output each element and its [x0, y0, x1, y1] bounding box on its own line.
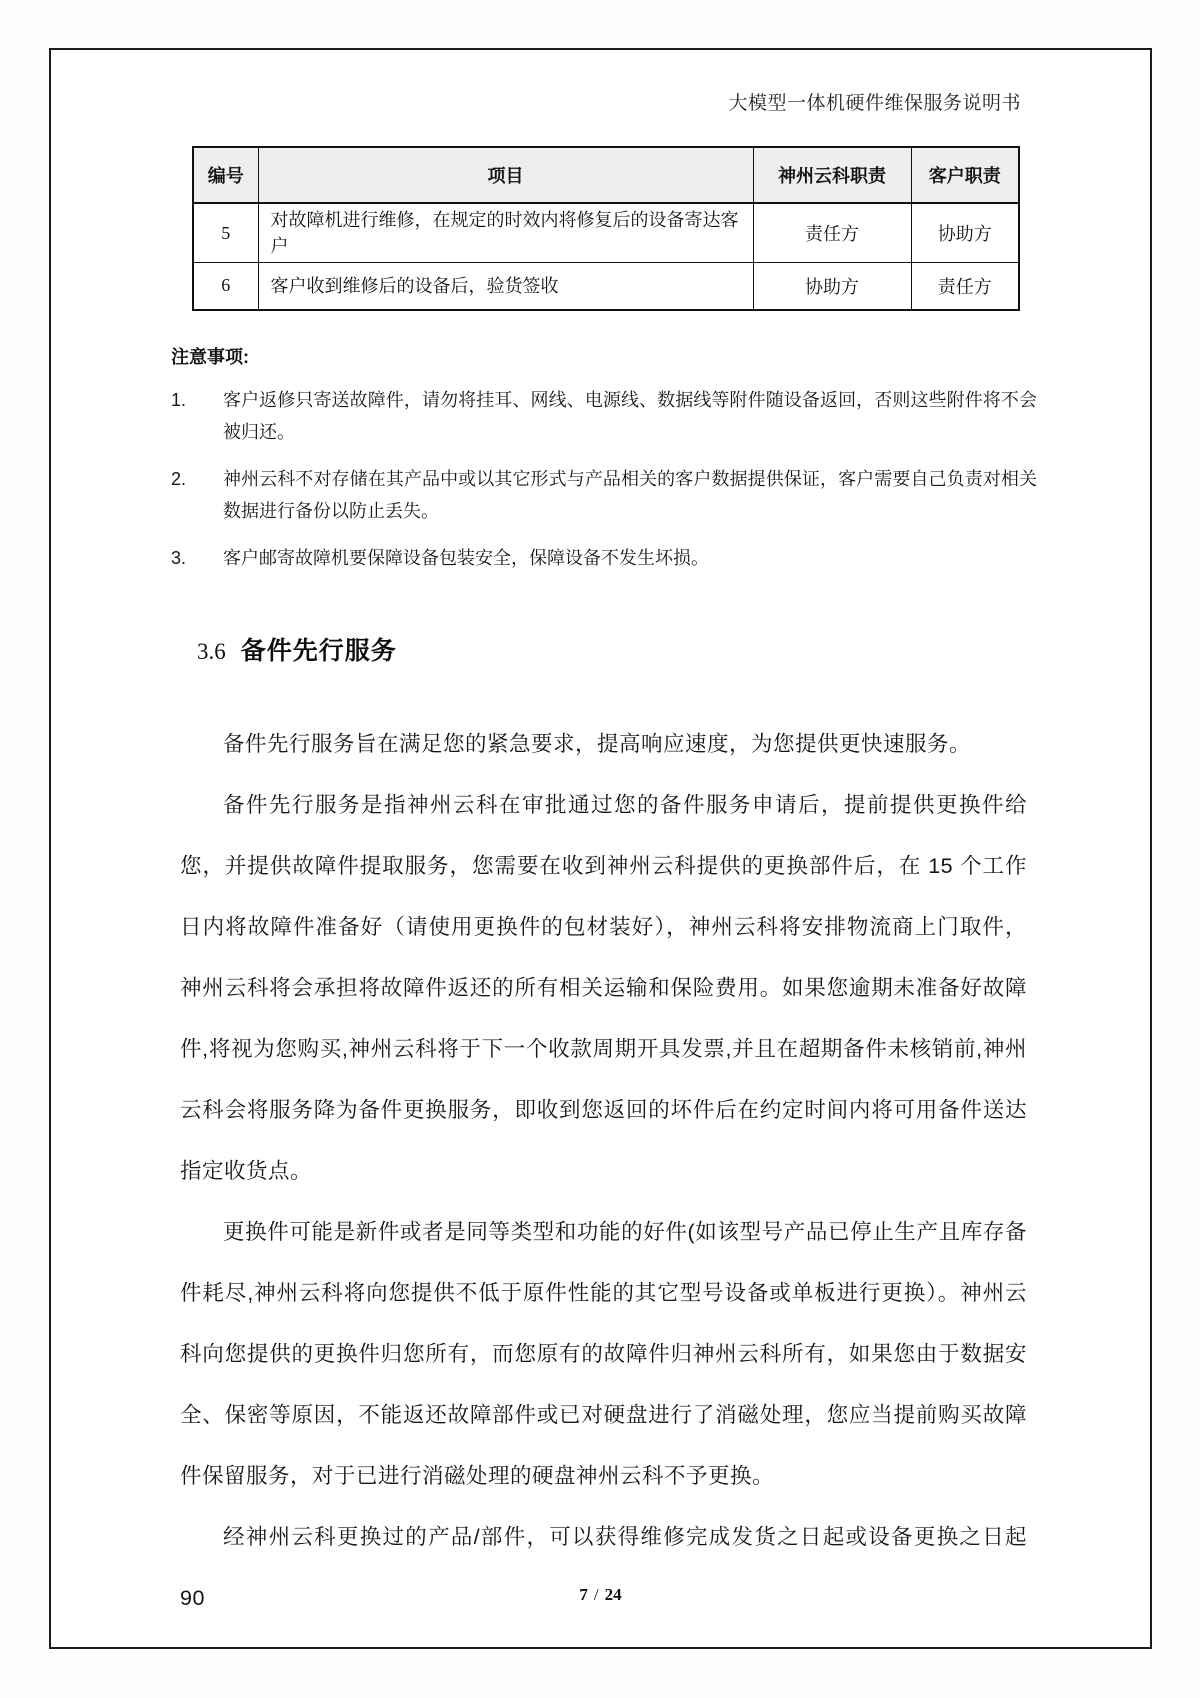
responsibility-table: [192, 146, 1020, 311]
note-number: 2.: [171, 469, 187, 489]
cell-row-number: 5: [193, 203, 258, 263]
total-pages: 24: [604, 1585, 622, 1604]
cell-vendor-role: 协助方: [753, 263, 911, 310]
table-header-row: [193, 147, 1019, 203]
table-row: [193, 203, 1019, 263]
document-header-title: 大模型一体机硬件维保服务说明书: [728, 93, 1021, 114]
column-header-vendor-role: 神州云科职责: [753, 147, 911, 203]
list-item: [171, 542, 1037, 574]
notes-section: [171, 343, 1037, 574]
section-title: 备件先行服务: [240, 637, 397, 665]
column-header-customer-role: 客户职责: [911, 147, 1019, 203]
cell-item: 客户收到维修后的设备后，验货签收: [258, 263, 753, 310]
notes-title: 注意事项:: [171, 347, 249, 367]
cell-item: 对故障机进行维修，在规定的时效内将修复后的设备寄达客户: [258, 203, 753, 263]
column-header-item: 项目: [258, 147, 753, 203]
cell-customer-role: 责任方: [911, 263, 1019, 310]
note-text: 客户返修只寄送故障件，请勿将挂耳、网线、电源线、数据线等附件随设备返回，否则这些附件将不会被归还。: [223, 390, 1037, 442]
cell-vendor-role: 责任方: [753, 203, 911, 263]
column-header-number: 编号: [193, 147, 258, 203]
note-text: 客户邮寄故障机要保障设备包装安全，保障设备不发生坏损。: [223, 548, 709, 568]
note-text: 神州云科不对存储在其产品中或以其它形式与产品相关的客户数据提供保证，客户需要自己负责对相关数据进行备份以防止丢失。: [223, 469, 1037, 521]
list-item: [171, 463, 1037, 527]
body-paragraph: 经神州云科更换过的产品/部件，可以获得维修完成发货之日起或设备更换之日起 90: [180, 1525, 1027, 1610]
note-number: 3.: [171, 548, 187, 568]
table-row: [193, 263, 1019, 310]
page-number-separator: /: [593, 1585, 599, 1604]
body-paragraph: 备件先行服务是指神州云科在审批通过您的备件服务申请后，提前提供更换件给您，并提供故障件提取服务，您需要在收到神州云科提供的更换部件后，在 15 个工作日内将故障件准备好（请使用更换件的包材装好），神州云科将安排物流商上门取件， 神州云科将会承担将故障件返还的所有相关运输和保险费用。如果您逾期未准备好故障件,将视为您购买,神州云科将于下一个收款周期开具发票,并且在超期备件未核销前,神州云科会将服务降为备件更换服务，即收到您返回的坏件后在约定时间内将可用备件送达指定收货点。: [180, 793, 1027, 1183]
section-number: 3.6: [197, 639, 226, 664]
section-body: [180, 714, 1027, 1629]
body-paragraph: 备件先行服务旨在满足您的紧急要求，提高响应速度，为您提供更快速服务。: [223, 732, 972, 756]
body-paragraph: 更换件可能是新件或者是同等类型和功能的好件(如该型号产品已停止生产且库存备件耗尽,神州云科将向您提供不低于原件性能的其它型号设备或单板进行更换）。神州云科向您提供的更换件归您所有，而您原有的故障件归神州云科所有，如果您由于数据安全、保密等原因，不能返还故障部件或已对硬盘进行了消磁处理，您应当提前购买故障件保留服务，对于已进行消磁处理的硬盘神州云科不予更换。: [180, 1220, 1027, 1488]
cell-customer-role: 协助方: [911, 203, 1019, 263]
note-number: 1.: [171, 390, 187, 410]
list-item: [171, 384, 1037, 448]
page-footer: [49, 1585, 1152, 1605]
page-number: 7: [579, 1585, 588, 1604]
cell-row-number: 6: [193, 263, 258, 310]
section-heading: [197, 631, 397, 667]
